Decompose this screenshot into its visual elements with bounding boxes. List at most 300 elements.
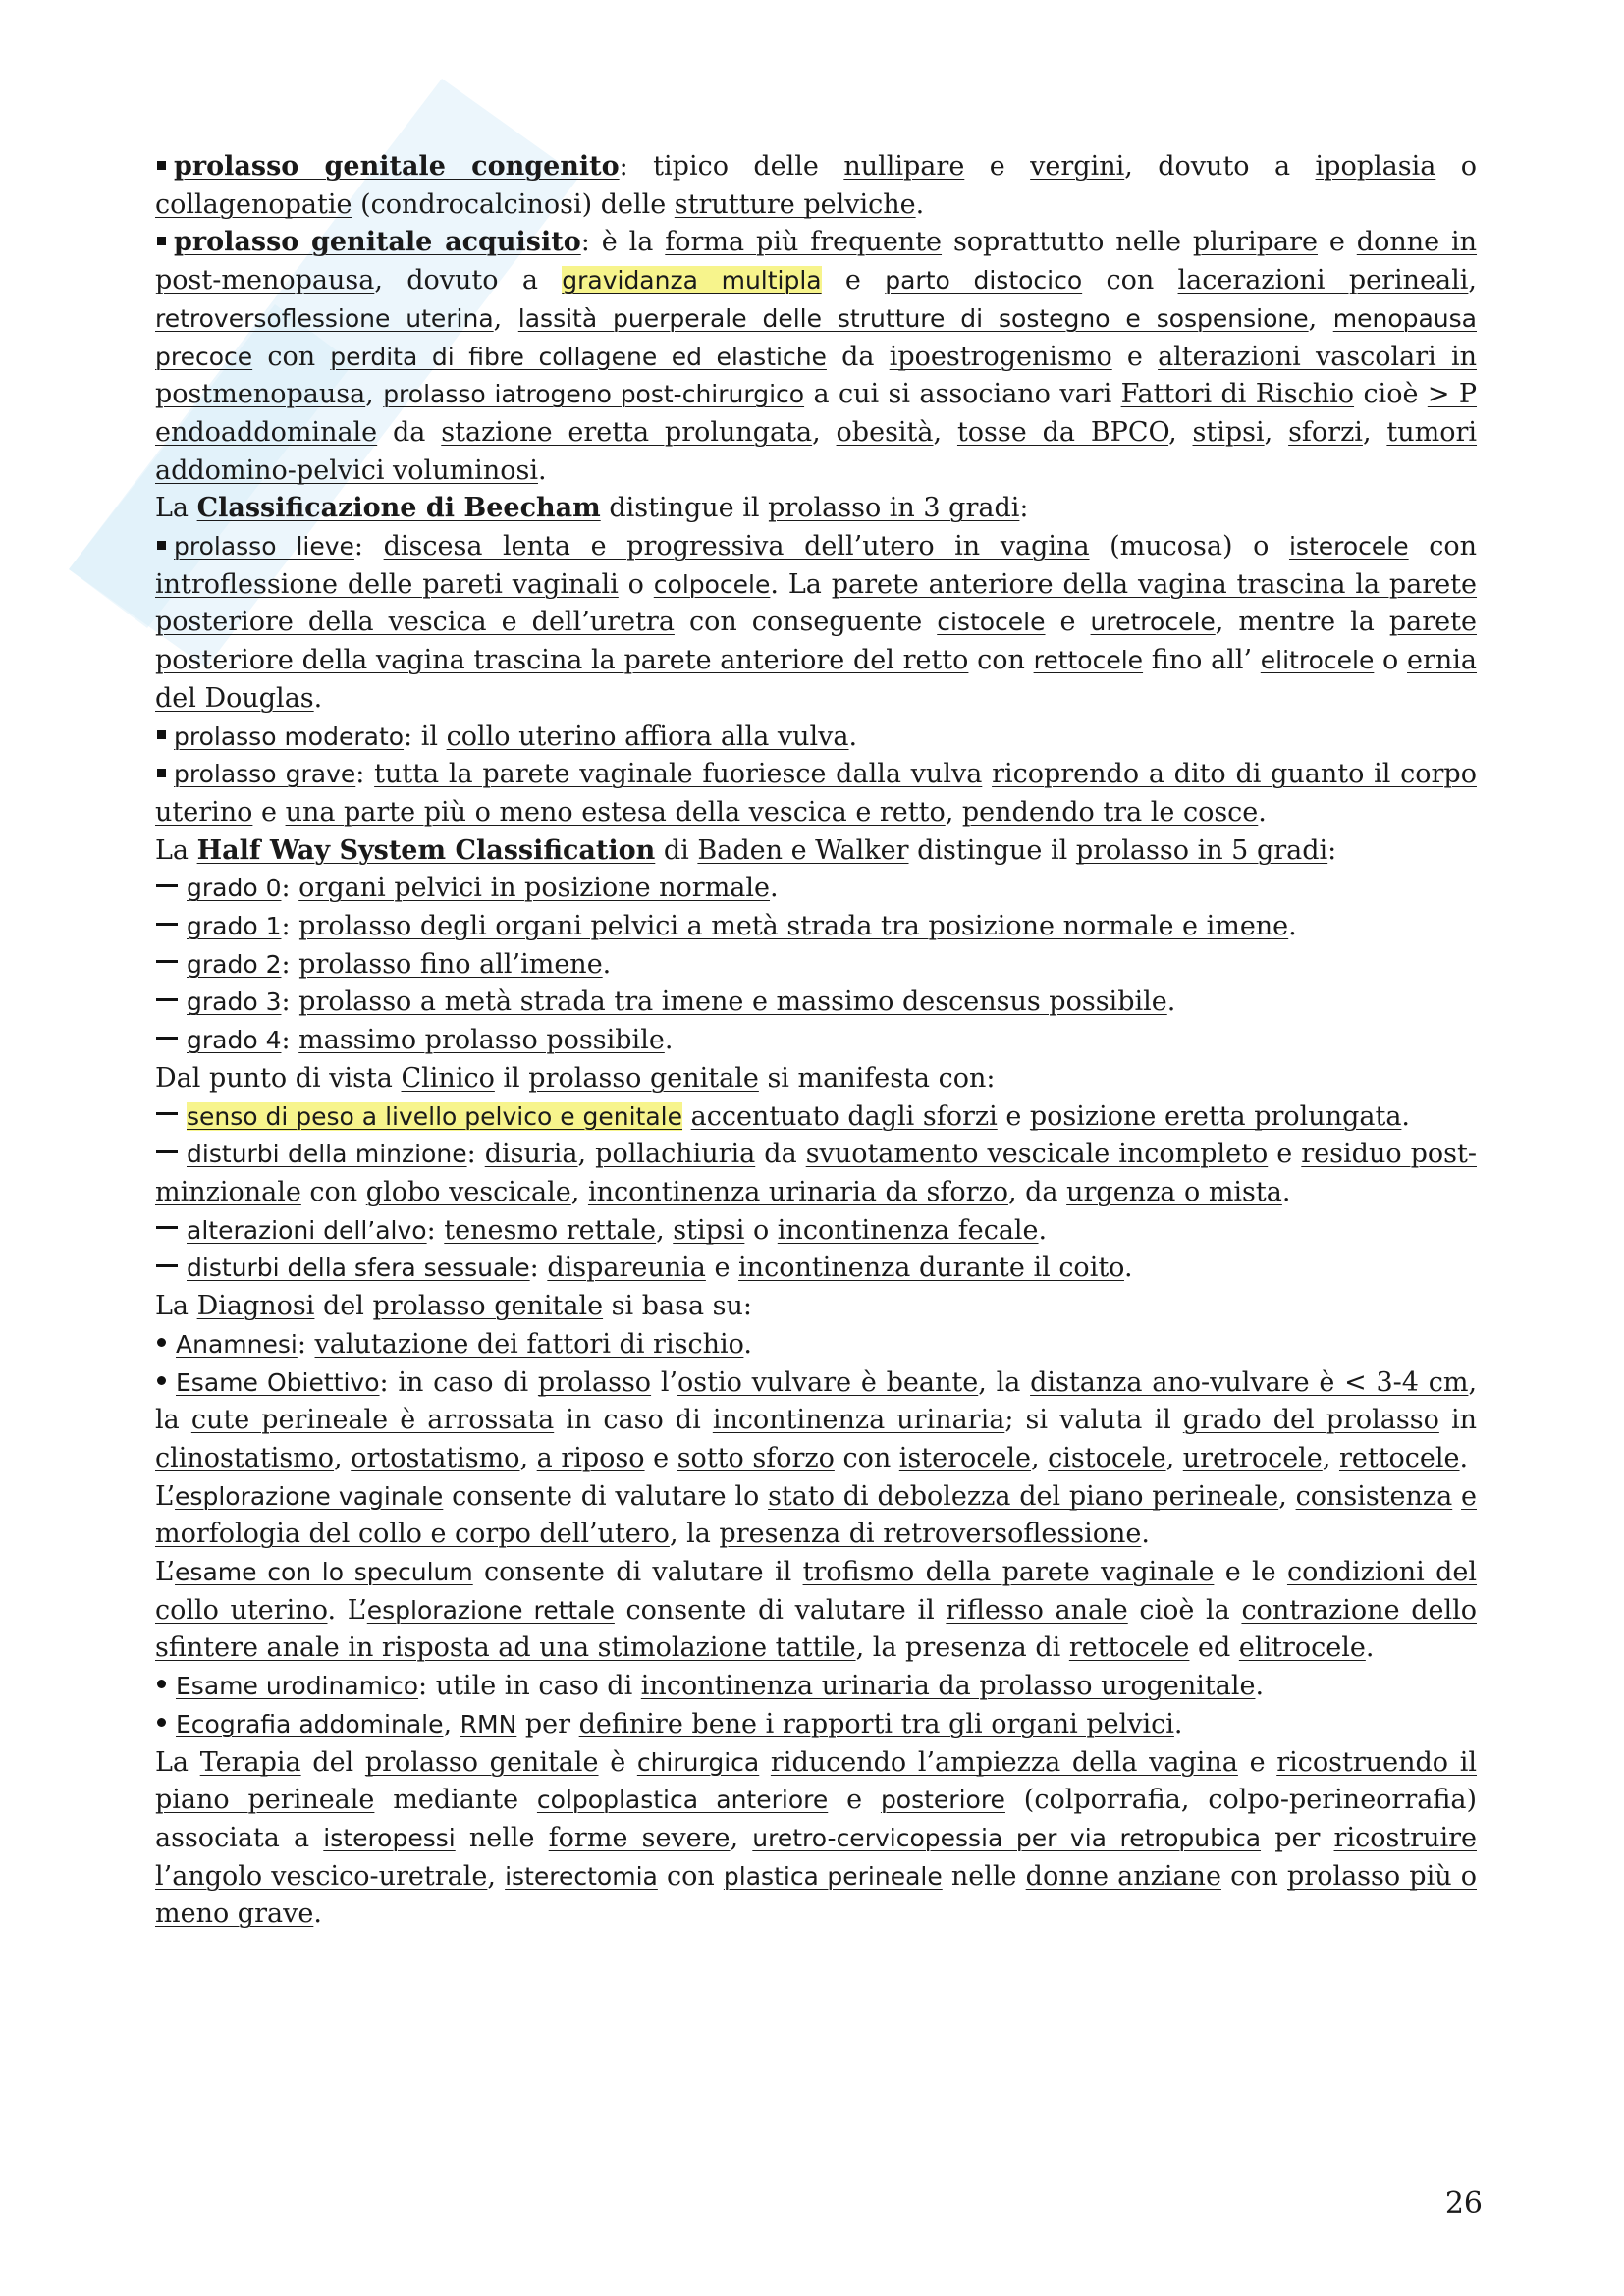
text-run: , xyxy=(656,1214,674,1246)
dash-bullet-icon xyxy=(156,998,178,1001)
dash-bullet-icon xyxy=(156,884,178,887)
text-run: ernia del Douglas xyxy=(155,645,1478,714)
text-run: del xyxy=(314,1291,373,1322)
text-run: grado 0 xyxy=(187,874,282,903)
square-bullet-icon xyxy=(157,730,166,739)
text-run: : xyxy=(353,531,384,562)
text-run: esplorazione rettale xyxy=(366,1595,615,1625)
text-run: , xyxy=(945,796,962,828)
text-run: > P endoaddominale xyxy=(155,379,1478,448)
text-run: Dal punto di vista xyxy=(155,1062,402,1094)
paragraph xyxy=(155,908,1477,946)
square-bullet-icon xyxy=(157,541,166,550)
text-run: , la xyxy=(155,1366,1478,1436)
text-run: Classificazione di Beecham xyxy=(196,493,601,524)
text-run: . xyxy=(1459,1442,1469,1473)
text-run: , xyxy=(1264,416,1289,448)
text-run: pendendo tra le cosce xyxy=(961,796,1259,828)
text-run: è xyxy=(598,1746,637,1778)
text-run: , xyxy=(487,1860,506,1892)
text-run: . xyxy=(1288,911,1297,942)
text-run: isterectomia xyxy=(505,1861,658,1891)
text-run: stazione eretta prolungata xyxy=(441,416,813,448)
text-run: , xyxy=(443,1708,460,1739)
text-run: uretrocele xyxy=(1182,1442,1323,1473)
text-run: Esame Obiettivo xyxy=(176,1367,380,1397)
text-run: elitrocele xyxy=(1238,1632,1366,1664)
text-run: con xyxy=(252,341,331,372)
text-run: , dovuto a xyxy=(1124,151,1316,182)
text-run: . xyxy=(664,1025,674,1056)
text-run: definire bene i rapporti tra gli organi pelvici xyxy=(578,1708,1174,1739)
text-run: donne anziane xyxy=(1025,1860,1221,1892)
text-run: clinostatismo xyxy=(155,1442,335,1473)
text-run xyxy=(682,1101,691,1132)
text-run: in xyxy=(1438,1405,1477,1436)
text-run: e xyxy=(1268,1139,1302,1170)
text-run: prolasso in 5 gradi xyxy=(1075,834,1328,866)
text-run: Esame urodinamico xyxy=(176,1672,419,1701)
text-run: retroversoflessione uterina xyxy=(155,303,494,333)
text-run: elitrocele xyxy=(1260,646,1375,675)
dash-bullet-icon xyxy=(156,1226,178,1229)
text-run: . La xyxy=(770,568,832,600)
square-bullet-icon xyxy=(157,237,166,245)
text-run: discesa lenta e progressiva dell’utero in vagina xyxy=(383,531,1090,562)
text-run: Diagnosi xyxy=(196,1291,315,1322)
text-run: disturbi della sfera sessuale xyxy=(187,1254,530,1283)
text-run: , xyxy=(1168,416,1193,448)
text-run: . xyxy=(848,721,858,752)
text-run: da xyxy=(377,416,442,448)
paragraph xyxy=(155,1326,1477,1364)
text-run: , xyxy=(577,1139,596,1170)
text-run: Fattori di Rischio xyxy=(1120,379,1355,410)
dash-bullet-icon xyxy=(156,923,178,926)
dash-bullet-icon xyxy=(156,1150,178,1153)
text-run: grado 4 xyxy=(187,1026,282,1055)
text-run: . xyxy=(1281,1176,1291,1207)
paragraph xyxy=(155,1668,1477,1706)
text-run: cistocele xyxy=(937,608,1046,637)
text-run: . xyxy=(313,1898,322,1930)
text-run: : è la xyxy=(580,227,666,258)
text-run: con conseguente xyxy=(674,607,938,638)
paragraph xyxy=(155,719,1477,757)
text-run: prolasso xyxy=(537,1366,652,1398)
text-run: nelle xyxy=(455,1822,549,1853)
text-run: donne in post-menopausa xyxy=(155,227,1478,296)
text-run: con xyxy=(1408,531,1477,562)
text-run: : xyxy=(355,759,375,790)
text-run: tenesmo rettale xyxy=(444,1214,657,1246)
text-run: . xyxy=(1038,1214,1048,1246)
text-run: disturbi della minzione xyxy=(187,1140,467,1169)
paragraph xyxy=(155,1136,1477,1211)
text-run: e xyxy=(644,1442,677,1473)
text-run: disuria xyxy=(484,1139,578,1170)
text-run: : xyxy=(281,873,299,904)
paragraph xyxy=(155,1478,1477,1554)
text-run: , xyxy=(1031,1442,1049,1473)
text-run: uretrocele xyxy=(1090,608,1216,637)
text-run: . xyxy=(1166,987,1176,1018)
text-run: fino all’ xyxy=(1143,645,1261,676)
text-run: : xyxy=(281,911,299,942)
text-run: : xyxy=(297,1328,315,1360)
text-run: prolasso genitale xyxy=(528,1062,759,1094)
text-run: parete anteriore della vagina trascina la parete posteriore della vescica e dell’uretra xyxy=(155,568,1478,638)
text-run: e xyxy=(828,1785,881,1816)
text-run: ortostatismo xyxy=(351,1442,520,1473)
text-run: valutazione dei fattori di rischio xyxy=(314,1328,744,1360)
text-run: , xyxy=(334,1442,352,1473)
text-run: svuotamento vescicale incompleto xyxy=(805,1139,1269,1170)
text-run: esame con lo speculum xyxy=(175,1558,473,1587)
text-run: dispareunia xyxy=(547,1253,706,1284)
paragraph xyxy=(155,148,1477,224)
text-run: organi pelvici in posizione normale xyxy=(298,873,771,904)
text-run: prolasso genitale congenito xyxy=(174,151,620,182)
text-run: , xyxy=(1362,416,1387,448)
dot-bullet-icon xyxy=(157,1376,166,1385)
text-run: accentuato dagli sforzi xyxy=(690,1100,998,1132)
text-run: il xyxy=(494,1062,529,1094)
text-run: , xyxy=(519,1442,537,1473)
text-run: in caso di xyxy=(554,1405,713,1436)
text-run: distingue il xyxy=(908,834,1076,866)
text-run: stato di debolezza del piano perineale xyxy=(768,1480,1279,1512)
paragraph xyxy=(155,490,1477,528)
text-run: ricoprendo a dito di guanto il corpo uterino xyxy=(155,759,1477,828)
text-run: e xyxy=(252,796,286,828)
text-run: o xyxy=(1374,645,1407,676)
text-run: urgenza o mista xyxy=(1066,1176,1282,1207)
text-run: L’ xyxy=(155,1480,176,1512)
text-run: prolasso iatrogeno post-chirurgico xyxy=(383,380,805,409)
text-run: , xyxy=(365,379,384,410)
text-run: gravidanza multipla xyxy=(562,266,822,295)
text-run: La xyxy=(155,1746,200,1778)
text-run: una parte più o meno estesa della vescica e retto xyxy=(285,796,946,828)
text-run: con xyxy=(300,1176,366,1207)
text-run: riducendo l’ampiezza della vagina xyxy=(770,1746,1238,1778)
text-run: La xyxy=(155,493,197,524)
text-run: prolasso degli organi pelvici a metà strada tra posizione normale e imene xyxy=(298,911,1289,942)
text-run: con xyxy=(1082,265,1178,296)
text-run: consistenza xyxy=(1295,1480,1453,1512)
text-run: rettocele xyxy=(1068,1632,1190,1664)
text-run: rettocele xyxy=(1338,1442,1460,1473)
paragraph xyxy=(155,1060,1477,1098)
text-run: : utile in caso di xyxy=(418,1671,641,1702)
text-run: e morfologia del collo e corpo dell’utero xyxy=(155,1480,1477,1550)
text-run: introflessione delle pareti vaginali xyxy=(155,568,619,600)
text-run: : xyxy=(1327,834,1337,866)
text-run: prolasso genitale xyxy=(372,1291,604,1322)
text-run: Terapia xyxy=(199,1746,301,1778)
text-run: collo uterino affiora alla vulva xyxy=(446,721,849,752)
text-run: , xyxy=(812,416,837,448)
text-run: alterazioni vascolari in postmenopausa xyxy=(155,341,1478,410)
text-run: e xyxy=(964,151,1031,182)
text-run: : in caso di xyxy=(379,1366,538,1398)
text-run: Clinico xyxy=(401,1062,495,1094)
text-run: lacerazioni perineali xyxy=(1177,265,1469,296)
text-run: , la presenza di xyxy=(855,1632,1069,1664)
text-run: pollachiuria xyxy=(595,1139,756,1170)
text-run: plastica perineale xyxy=(723,1861,943,1891)
text-run: cioè xyxy=(1354,379,1428,410)
paragraph xyxy=(155,1098,1477,1137)
text-run: uretro-cervicopessia per via retropubica xyxy=(752,1823,1262,1852)
text-run: . xyxy=(1255,1671,1265,1702)
text-run: riflesso anale xyxy=(946,1594,1128,1626)
text-run: : xyxy=(281,948,299,980)
text-run: ipoestrogenismo xyxy=(889,341,1112,372)
text-run: per xyxy=(1261,1822,1334,1853)
paragraph xyxy=(155,1706,1477,1744)
text-run: Anamnesi xyxy=(176,1329,298,1359)
text-run: Baden e Walker xyxy=(697,834,909,866)
text-run: ; si valuta il xyxy=(1004,1405,1183,1436)
square-bullet-icon xyxy=(157,769,166,777)
text-run: RMN xyxy=(460,1709,517,1738)
paragraph xyxy=(155,756,1477,831)
text-run: , xyxy=(933,416,957,448)
text-run: . xyxy=(537,454,547,486)
text-run: parto distocico xyxy=(885,266,1083,295)
text-run: (colporrafia, colpo-perineorrafia) associata a xyxy=(155,1785,1477,1853)
dash-bullet-icon xyxy=(156,960,178,963)
text-run: ostio vulvare è beante xyxy=(677,1366,979,1398)
dash-bullet-icon xyxy=(156,1264,178,1267)
text-run: . xyxy=(770,873,779,904)
text-run xyxy=(1452,1481,1461,1512)
text-run: incontinenza urinaria da prolasso urogenitale xyxy=(640,1671,1256,1702)
text-run: o xyxy=(618,568,654,600)
text-run: l’ xyxy=(651,1366,678,1398)
text-run: : xyxy=(426,1214,445,1246)
paragraph xyxy=(155,1250,1477,1288)
text-run: stipsi xyxy=(1192,416,1265,448)
text-run xyxy=(759,1747,771,1778)
text-run: e xyxy=(1317,227,1357,258)
text-run: ricostruire l’angolo vescico-uretrale xyxy=(155,1822,1477,1892)
text-run: sotto sforzo xyxy=(677,1442,835,1473)
text-run: massimo prolasso possibile xyxy=(298,1025,665,1056)
paragraph xyxy=(155,1744,1477,1935)
text-run: , xyxy=(570,1176,588,1207)
text-run: : xyxy=(529,1253,548,1284)
text-run: ricostruendo il piano perineale xyxy=(155,1746,1477,1816)
text-run: Ecografia addominale xyxy=(176,1709,444,1738)
text-run: , xyxy=(1278,1480,1296,1512)
text-run: . xyxy=(1123,1253,1133,1284)
text-run: , xyxy=(1322,1442,1339,1473)
text-run: prolasso moderato xyxy=(174,721,405,751)
text-run: , xyxy=(730,1822,753,1853)
text-run: : xyxy=(1019,493,1029,524)
text-run: , la xyxy=(669,1519,720,1550)
text-run: , xyxy=(1468,265,1477,296)
paragraph xyxy=(155,984,1477,1022)
text-run: collagenopatie xyxy=(155,188,352,220)
text-run: e le xyxy=(1214,1557,1287,1588)
text-run: per xyxy=(516,1708,579,1739)
text-run: (mucosa) o xyxy=(1089,531,1289,562)
text-run: (condrocalcinosi) delle xyxy=(352,188,675,220)
paragraph xyxy=(155,528,1477,719)
text-run: . xyxy=(1401,1100,1411,1132)
text-run: del xyxy=(300,1746,365,1778)
text-run: con xyxy=(968,645,1034,676)
text-run: : xyxy=(281,987,299,1018)
text-run: rettocele xyxy=(1033,646,1144,675)
text-run: consente di valutare il xyxy=(472,1557,803,1588)
text-run: e xyxy=(1237,1746,1277,1778)
text-run: cioè la xyxy=(1127,1594,1242,1626)
text-run: : tipico delle xyxy=(619,151,844,182)
text-run: e xyxy=(1111,341,1159,372)
text-run: incontinenza urinaria da sforzo xyxy=(587,1176,1008,1207)
text-run: . xyxy=(1141,1519,1150,1550)
text-run: prolasso genitale xyxy=(364,1746,599,1778)
text-run: nelle xyxy=(942,1860,1026,1892)
text-run: vergini xyxy=(1030,151,1125,182)
text-run: di xyxy=(655,834,698,866)
text-run: . xyxy=(602,948,612,980)
paragraph xyxy=(155,1212,1477,1251)
text-run: mediante xyxy=(374,1785,537,1816)
text-run: . xyxy=(313,682,323,714)
paragraph xyxy=(155,224,1477,490)
text-run: , da xyxy=(1007,1176,1067,1207)
text-run: cistocele xyxy=(1048,1442,1166,1473)
dot-bullet-icon xyxy=(157,1680,166,1688)
text-run: con xyxy=(1220,1860,1287,1892)
text-run: consente di valutare il xyxy=(614,1594,947,1626)
text-run: incontinenza fecale xyxy=(777,1214,1039,1246)
text-run: incontinenza urinaria xyxy=(712,1405,1005,1436)
text-run: posteriore xyxy=(880,1786,1005,1815)
dash-bullet-icon xyxy=(156,1037,178,1040)
square-bullet-icon xyxy=(157,161,166,170)
text-run: . xyxy=(1173,1708,1183,1739)
text-run: prolasso genitale acquisito xyxy=(174,227,581,258)
text-run: grado 1 xyxy=(187,912,282,941)
text-run: perdita di fibre collagene ed elastiche xyxy=(330,342,827,371)
text-run: o xyxy=(1435,151,1478,182)
text-run: da xyxy=(826,341,890,372)
text-run: , xyxy=(1308,302,1333,334)
text-run: tutta la parete vaginale fuoriesce dalla vulva xyxy=(374,759,983,790)
text-run: cute perineale è arrossata xyxy=(190,1405,555,1436)
text-run: nullipare xyxy=(843,151,965,182)
text-run: e xyxy=(997,1100,1030,1132)
text-run: Half Way System Classification xyxy=(196,834,656,866)
paragraph xyxy=(155,832,1477,871)
text-run: contrazione dello sfintere anale in risposta ad una stimolazione tattile xyxy=(155,1594,1477,1664)
page-number: 26 xyxy=(1444,2186,1483,2220)
text-run: , mentre la xyxy=(1215,607,1389,638)
text-run: . xyxy=(915,188,925,220)
text-run: residuo post-minzionale xyxy=(155,1139,1477,1207)
text-run: o xyxy=(744,1214,778,1246)
text-run: prolasso grave xyxy=(174,760,356,789)
text-run: , dovuto a xyxy=(374,265,563,296)
text-run: La xyxy=(155,834,197,866)
text-run: pluripare xyxy=(1192,227,1318,258)
text-run: lassità puerperale delle strutture di sostegno e sospensione xyxy=(517,303,1309,333)
text-run: grado 2 xyxy=(187,949,282,979)
text-run: da xyxy=(755,1139,806,1170)
text-run: presenza di retroversoflessione xyxy=(719,1519,1142,1550)
paragraph xyxy=(155,1554,1477,1668)
text-run: isteropessi xyxy=(323,1823,456,1852)
text-run: tumori addomino-pelvici voluminosi xyxy=(155,416,1478,486)
text-run: incontinenza durante il coito xyxy=(738,1253,1124,1284)
text-run: strutture pelviche xyxy=(674,188,916,220)
text-run: consente di valutare lo xyxy=(443,1480,769,1512)
text-run: soprattutto nelle xyxy=(942,227,1193,258)
text-run: a cui si associano vari xyxy=(804,379,1121,410)
text-run: forma più frequente xyxy=(665,227,943,258)
dot-bullet-icon xyxy=(157,1338,166,1347)
text-run: grado del prolasso xyxy=(1182,1405,1439,1436)
text-run: posizione eretta prolungata xyxy=(1029,1100,1402,1132)
paragraph xyxy=(155,870,1477,908)
paragraph xyxy=(155,1288,1477,1326)
text-run: distingue il xyxy=(600,493,769,524)
text-run: colpoplastica anteriore xyxy=(536,1786,829,1815)
text-run: senso di peso a livello pelvico e genitale xyxy=(187,1101,683,1131)
text-run: alterazioni dell’alvo xyxy=(187,1215,427,1245)
text-run: prolasso più o meno grave xyxy=(155,1860,1478,1930)
text-run: trofismo della parete vaginale xyxy=(802,1557,1215,1588)
text-run: tosse da BPCO xyxy=(956,416,1169,448)
text-run: esplorazione vaginale xyxy=(175,1481,444,1511)
text-run: prolasso fino all’imene xyxy=(298,948,603,980)
text-run: L’ xyxy=(155,1557,176,1588)
text-run: forme severe xyxy=(548,1822,731,1853)
text-run: con xyxy=(834,1442,899,1473)
text-run: parete posteriore della vagina trascina la parete anteriore del retto xyxy=(155,607,1477,676)
text-run xyxy=(982,759,992,789)
text-run: , xyxy=(1165,1442,1183,1473)
text-run: prolasso lieve xyxy=(174,532,354,561)
text-run: distanza ano-vulvare è < 3-4 cm xyxy=(1030,1366,1469,1398)
text-run: sforzi xyxy=(1288,416,1363,448)
text-run: ipoplasia xyxy=(1315,151,1436,182)
text-run: : xyxy=(466,1139,485,1170)
text-run: ed xyxy=(1189,1632,1239,1664)
paragraph xyxy=(155,946,1477,985)
text-run: e xyxy=(1045,607,1091,638)
text-run: : xyxy=(281,1025,299,1056)
dash-bullet-icon xyxy=(156,1112,178,1115)
text-run: isterocele xyxy=(898,1442,1031,1473)
text-run: chirurgica xyxy=(636,1747,760,1777)
text-run: . xyxy=(743,1328,752,1360)
text-run: con xyxy=(657,1860,724,1892)
text-run: si manifesta con: xyxy=(758,1062,996,1094)
text-run: e xyxy=(821,265,886,296)
text-run: stipsi xyxy=(673,1214,745,1246)
text-run: e xyxy=(705,1253,739,1284)
text-run: , la xyxy=(978,1366,1031,1398)
paragraph xyxy=(155,1022,1477,1060)
